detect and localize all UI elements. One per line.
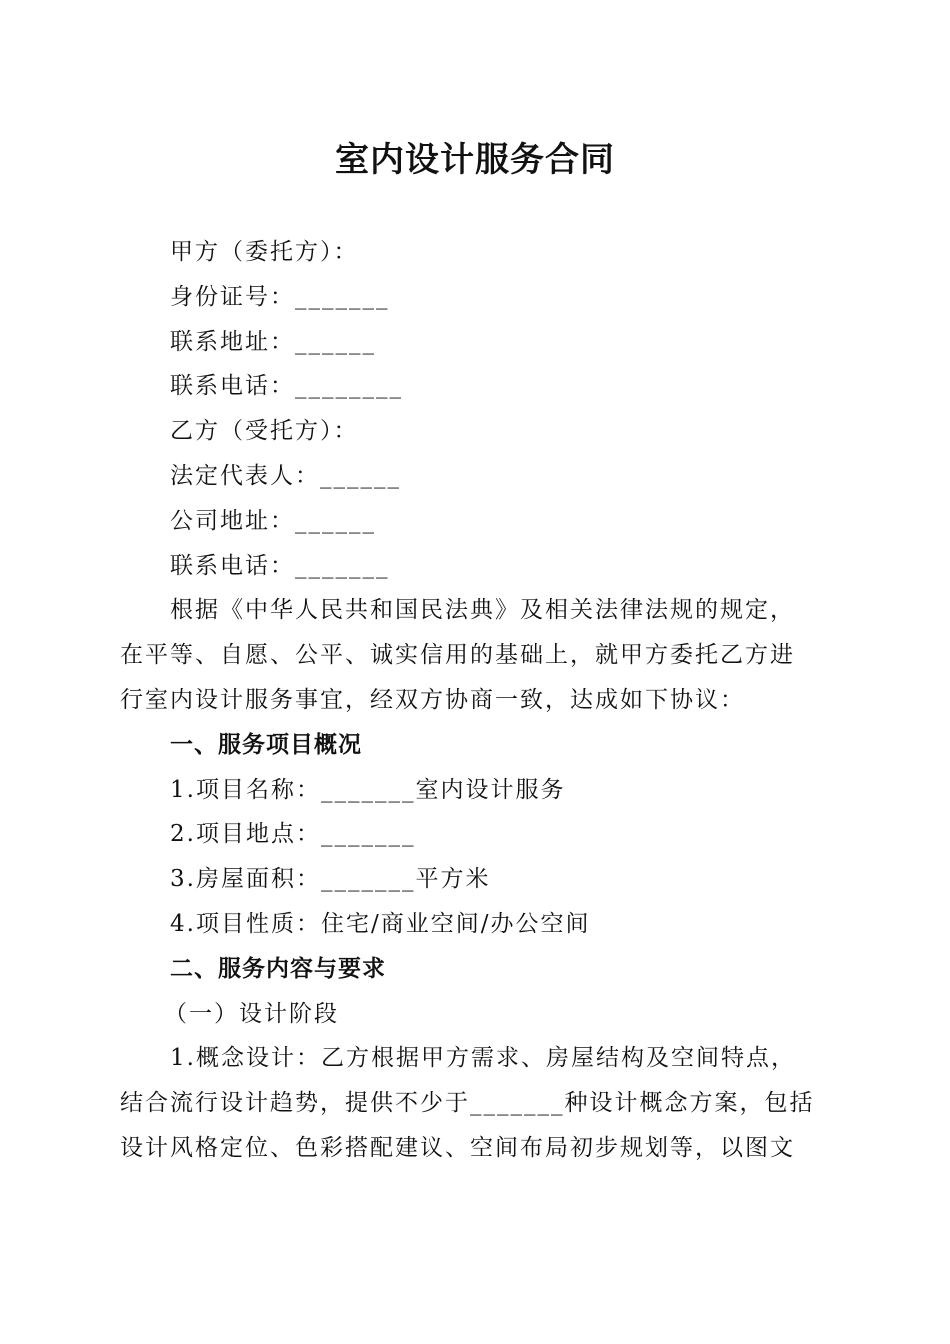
party-b-address: 公司地址：______ — [170, 507, 376, 534]
preamble-line: 在平等、自愿、公平、诚实信用的基础上，就甲方委托乙方进 — [120, 642, 795, 669]
party-a-phone: 联系电话：________ — [170, 373, 403, 400]
section-1-item: 3.房屋面积：_______平方米 — [170, 866, 491, 893]
concept-line: 设计风格定位、色彩搭配建议、空间布局初步规划等，以图文 — [120, 1134, 795, 1161]
concept-line: 结合流行设计趋势，提供不少于_______种设计概念方案，包括 — [120, 1090, 815, 1117]
section-1-item: 2.项目地点：_______ — [170, 821, 416, 848]
document-title: 室内设计服务合同 — [335, 140, 615, 180]
preamble-paragraph — [120, 588, 830, 722]
party-a-heading: 甲方（委托方）： — [170, 239, 359, 265]
section-1-heading: 一、服务项目概况 — [170, 731, 362, 758]
section-2-heading: 二、服务内容与要求 — [170, 955, 386, 982]
section-1-item: 4.项目性质：住宅/商业空间/办公空间 — [170, 910, 591, 937]
party-b-legal-rep: 法定代表人：______ — [170, 462, 401, 489]
party-a-id-number: 身份证号：_______ — [170, 283, 390, 310]
party-b-heading: 乙方（受托方）： — [170, 418, 359, 445]
section-2-subheading: （一）设计阶段 — [164, 1000, 339, 1027]
party-a-address: 联系地址：______ — [170, 328, 376, 355]
section-1-item: 1.项目名称：_______室内设计服务 — [170, 776, 566, 803]
concept-design-paragraph — [120, 1036, 830, 1170]
document-body — [120, 230, 830, 1171]
party-b-phone: 联系电话：_______ — [170, 552, 390, 579]
concept-line: 1.概念设计：乙方根据甲方需求、房屋结构及空间特点， — [170, 1045, 796, 1072]
preamble-line: 根据《中华人民共和国民法典》及相关法律法规的规定， — [170, 597, 795, 624]
preamble-line: 行室内设计服务事宜，经双方协商一致，达成如下协议： — [120, 686, 745, 713]
